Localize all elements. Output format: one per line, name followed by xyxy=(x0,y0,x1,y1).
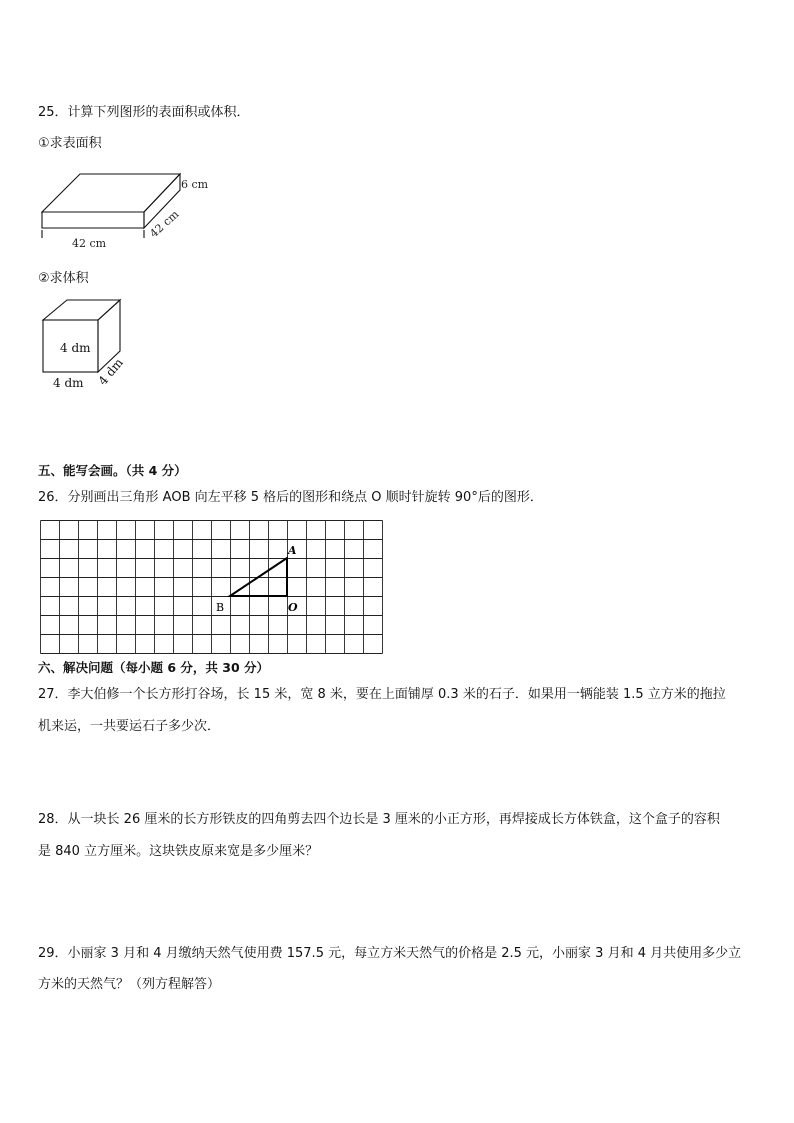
q28-line2: 是 840 立方厘米。这块铁皮原来宽是多少厘米？ xyxy=(38,844,319,859)
grid-figure xyxy=(40,520,384,655)
cube-side-label: 4 dm xyxy=(95,355,126,388)
cuboid-figure xyxy=(36,166,226,252)
cube-front-label: 4 dm xyxy=(60,341,91,355)
q27-line2: 机来运，一共要运石子多少次． xyxy=(38,719,221,734)
triangle-aob xyxy=(230,558,287,596)
label-b: B xyxy=(216,601,225,614)
cuboid-top-face xyxy=(42,174,180,212)
q29-line1: 29．小丽家 3 月和 4 月缴纳天然气使用费 157.5 元，每立方米天然气的价格是 2.5 元，小丽家 3 月和 4 月共使用多少立 xyxy=(38,946,742,961)
section5-heading: 五、能写会画。（共 4 分） xyxy=(38,463,187,478)
cuboid-front-face xyxy=(42,212,144,228)
square-grid xyxy=(41,521,383,654)
cube-bottom-label: 4 dm xyxy=(53,376,84,390)
q28-line1: 28．从一块长 26 厘米的长方形铁皮的四角剪去四个边长是 3 厘米的小正方形，再焊接成长方体铁盒，这个盒子的容积 xyxy=(38,812,720,827)
q29-line2: 方米的天然气？（列方程解答） xyxy=(38,977,221,992)
q25-title: 25．计算下列图形的表面积或体积． xyxy=(38,105,250,120)
label-o: O xyxy=(288,601,298,614)
q27-line1: 27．李大伯修一个长方形打谷场，长 15 米，宽 8 米，要在上面铺厚 0.3 米的石子．如果用一辆能装 1.5 立方米的拖拉 xyxy=(38,687,726,702)
cuboid-width-label: 42 cm xyxy=(72,237,107,250)
cuboid-depth-label: 42 cm xyxy=(147,207,182,241)
q25-part2-label: ②求体积 xyxy=(38,271,89,286)
cuboid-height-label: 6 cm xyxy=(181,178,209,191)
section6-heading: 六、解决问题（每小题 6 分，共 30 分） xyxy=(38,660,270,675)
label-a: A xyxy=(288,544,297,557)
q26-text: 26．分别画出三角形 AOB 向左平移 5 格后的图形和绕点 O 顺时针旋转 90°后的图形． xyxy=(38,490,543,505)
q25-part1-label: ①求表面积 xyxy=(38,136,102,151)
cube-figure xyxy=(36,296,146,396)
